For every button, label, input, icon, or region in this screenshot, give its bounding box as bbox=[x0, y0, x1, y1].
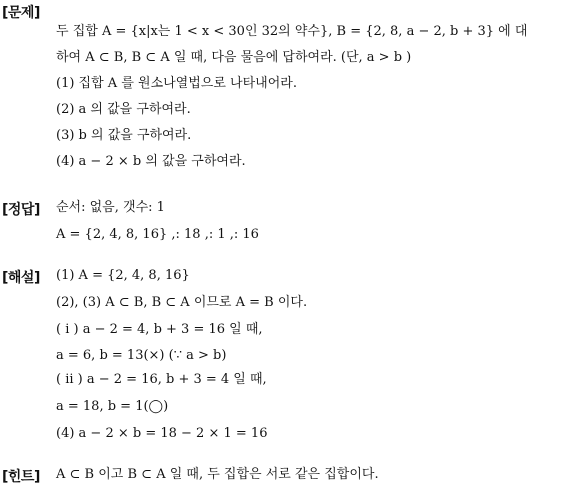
solution-line-5: ( ii ) a − 2 = 16, b + 3 = 4 일 때, bbox=[56, 372, 267, 387]
answer-line-2: A = {2, 4, 8, 16} ,: 18 ,: 1 ,: 16 bbox=[56, 227, 259, 242]
problem-question-1: (1) 집합 A 를 원소나열법으로 나타내어라. bbox=[56, 76, 297, 91]
solution-line-6: a = 18, b = 1(◯) bbox=[56, 399, 169, 414]
solution-line-1: (1) A = {2, 4, 8, 16} bbox=[56, 268, 190, 283]
solution-line-3: ( i ) a − 2 = 4, b + 3 = 16 일 때, bbox=[56, 322, 263, 337]
problem-question-2: (2) a 의 값을 구하여라. bbox=[56, 102, 191, 117]
problem-line-1: 두 집합 A = {x|x는 1 < x < 30인 32의 약수}, B = {2, 8, a − 2, b + 3} 에 대 bbox=[56, 24, 528, 39]
hint-line-1: A ⊂ B 이고 B ⊂ A 일 때, 두 집합은 서로 같은 집합이다. bbox=[56, 467, 379, 482]
solution-line-4: a = 6, b = 13(×) (∵ a > b) bbox=[56, 348, 227, 363]
solution-line-7: (4) a − 2 × b = 18 − 2 × 1 = 16 bbox=[56, 426, 268, 441]
solution-line-2: (2), (3) A ⊂ B, B ⊂ A 이므로 A = B 이다. bbox=[56, 295, 308, 310]
solution-label: [해설] bbox=[2, 270, 40, 286]
problem-question-3: (3) b 의 값을 구하여라. bbox=[56, 128, 192, 143]
answer-label: [정답] bbox=[2, 202, 40, 218]
hint-label: [힌트] bbox=[2, 469, 40, 485]
problem-line-2: 하여 A ⊂ B, B ⊂ A 일 때, 다음 물음에 답하여라. (단, a > b ) bbox=[56, 50, 412, 65]
problem-label: [문제] bbox=[2, 5, 40, 21]
problem-question-4: (4) a − 2 × b 의 값을 구하여라. bbox=[56, 154, 246, 169]
answer-line-1: 순서: 없음, 갯수: 1 bbox=[56, 200, 165, 215]
